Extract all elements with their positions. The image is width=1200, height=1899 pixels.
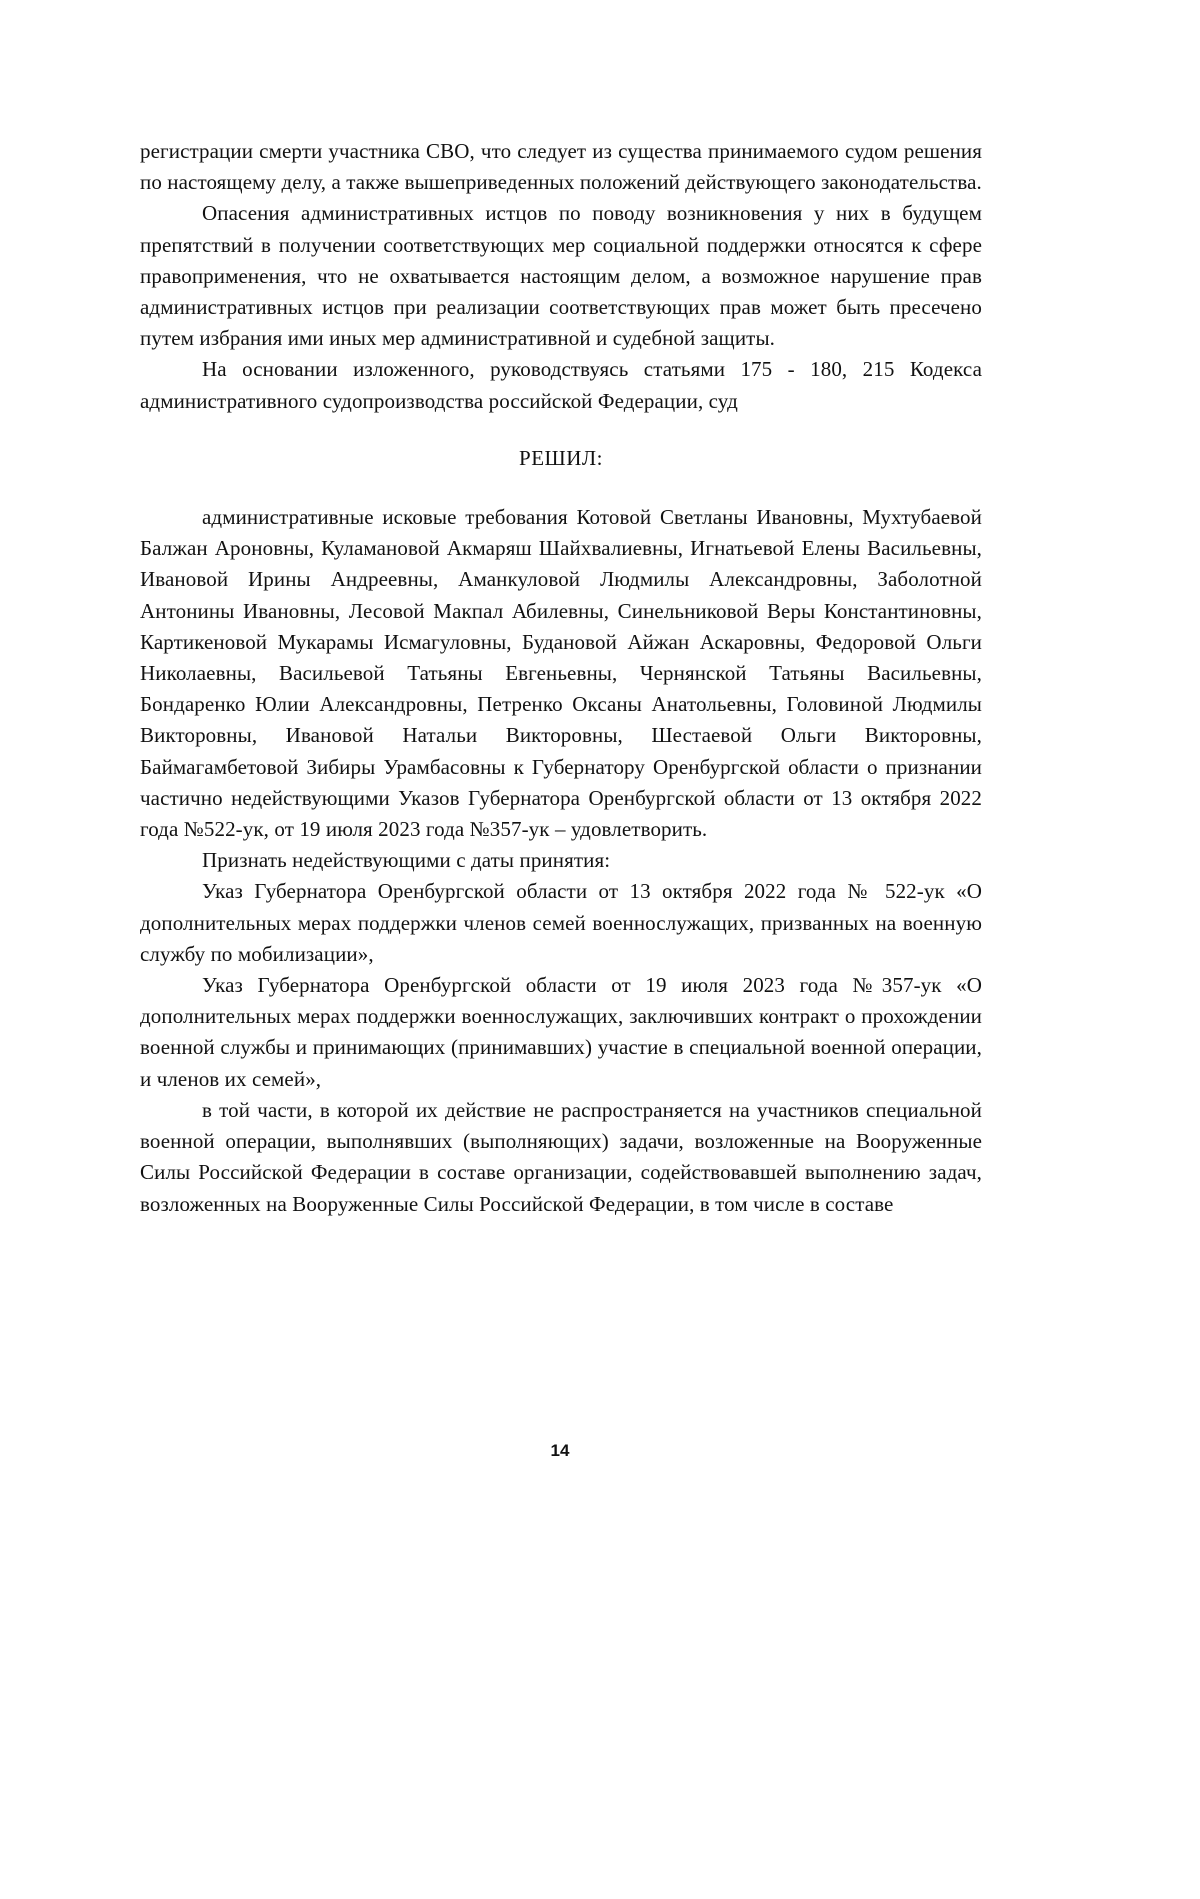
- decision-heading: РЕШИЛ:: [519, 445, 603, 470]
- paragraph-scope: в той части, в которой их действие не распространяется на участников специальной военной операции, выполнявших (выполняющих) задачи, возложенные на Вооруженные Силы Российской Федерации в составе организации, содействовавшей выполнению задач, возложенных на Вооруженные Силы Российской Федерации, в том числе в составе: [140, 1097, 982, 1216]
- paragraph-legal-basis: На основании изложенного, руководствуясь статьями 175 - 180, 215 Кодекса административного судопроизводства российской Федерации, суд: [140, 357, 982, 413]
- paragraph-decree-522: Указ Губернатора Оренбургской области от 13 октября 2022 года № 522-ук «О дополнительных мерах поддержки членов семей военнослужащих, призванных на военную службу по мобилизации»,: [140, 879, 982, 966]
- paragraph-concerns: Опасения административных истцов по поводу возникновения у них в будущем препятствий в получении соответствующих мер социальной поддержки относятся к сфере правоприменения, что не охватывается настоящим делом, а возможное нарушение прав административных истцов при реализации соответствующих прав может быть пресечено путем избрания ими иных мер административной и судебной защиты.: [140, 201, 982, 351]
- paragraph-death-registration: регистрации смерти участника СВО, что следует из существа принимаемого судом решения по настоящему делу, а также вышеприведенных положений действующего законодательства.: [140, 139, 982, 195]
- page-number: 14: [550, 1441, 570, 1460]
- paragraph-decree-357: Указ Губернатора Оренбургской области от 19 июля 2023 года №357-ук «О дополнительных мерах поддержки военнослужащих, заключивших контракт о прохождении военной службы и принимающих (принимавших) участие в специальной военной операции, и членов их семей»,: [140, 973, 982, 1091]
- document-page: [140, 136, 982, 1220]
- paragraph-recognize-invalid: Признать недействующими с даты принятия:: [202, 848, 611, 873]
- paragraph-claims: административные исковые требования Котовой Светланы Ивановны, Мухтубаевой Балжан Ароновны, Куламановой Акмаряш Шайхвалиевны, Игнатьевой Елены Васильевны, Ивановой Ирины Андреевны, Аманкуловой Людмилы Александровны, Заболотной Антонины Ивановны, Лесовой Макпал Абилевны, Синельниковой Веры Константиновны, Картикеновой Мукарамы Исмагуловны, Будановой Айжан Аскаровны, Федоровой Ольги Николаевны, Васильевой Татьяны Евгеньевны, Чернянской Татьяны Васильевны, Бондаренко Юлии Александровны, Петренко Оксаны Анатольевны, Головиной Людмилы Викторовны, Ивановой Натальи Викторовны, Шестаевой Ольги Викторовны, Баймагамбетовой Зибиры Урамбасовны к Губернатору Оренбургской области о признании частично недействующими Указов Губернатора Оренбургской области от 13 октября 2022 года №522-ук, от 19 июля 2023 года №357-ук – удовлетворить.: [140, 505, 982, 842]
